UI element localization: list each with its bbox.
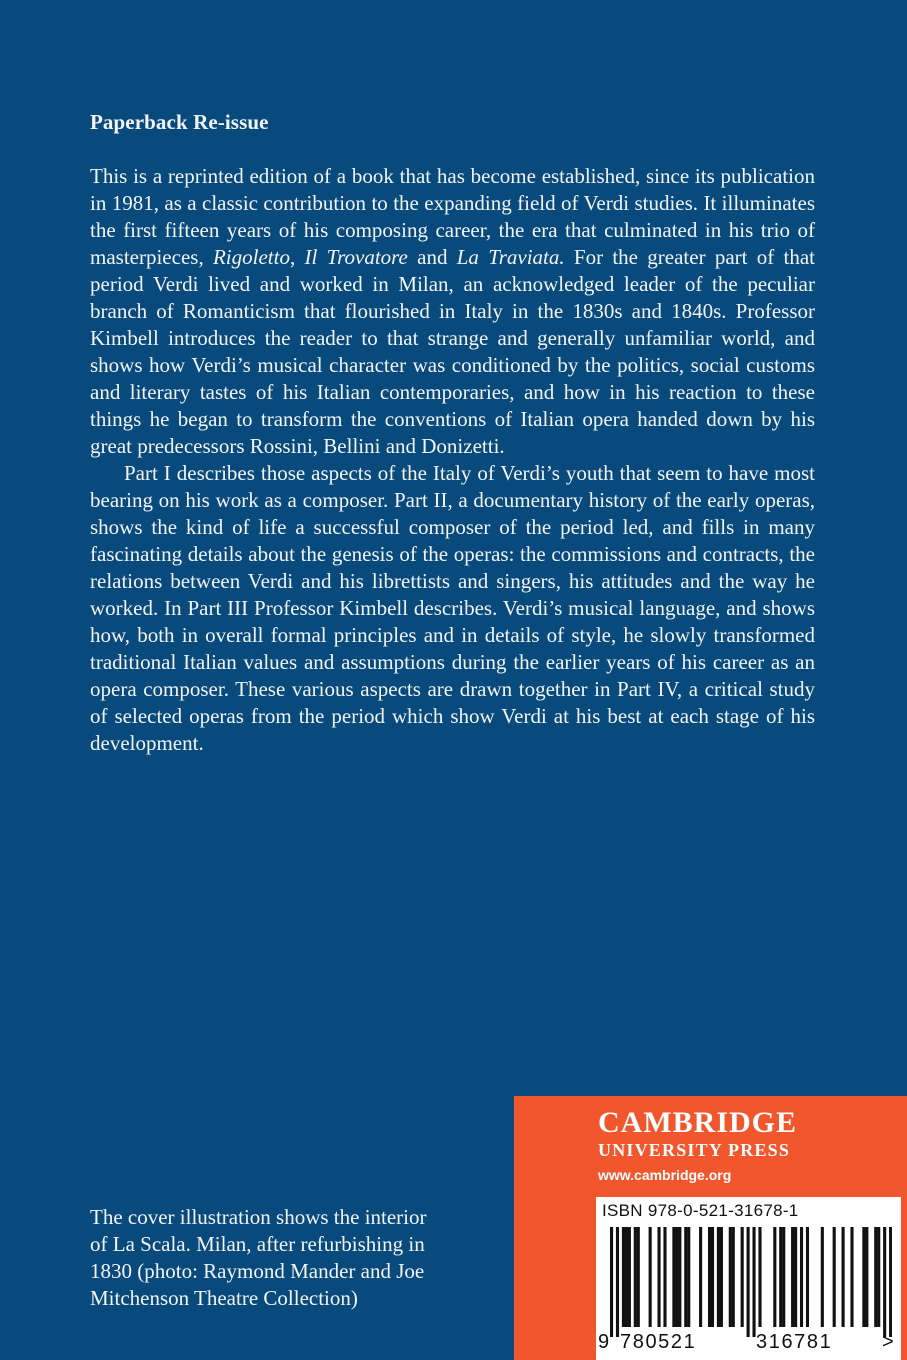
barcode-bar (874, 1227, 877, 1327)
barcode-bar (741, 1227, 744, 1327)
barcode-bar (708, 1227, 711, 1327)
barcode-bar (850, 1227, 853, 1327)
barcode-bar (821, 1227, 824, 1327)
publisher-logo-name: CAMBRIDGE (598, 1106, 798, 1139)
barcode-panel (596, 1197, 901, 1360)
barcode-icon (610, 1227, 892, 1337)
barcode-bar (637, 1227, 640, 1327)
blurb-text-run: , (289, 245, 305, 269)
barcode-bar (794, 1227, 797, 1327)
caption-line: Mitchenson Theatre Collection) (90, 1286, 358, 1310)
barcode-arrow: > (882, 1331, 894, 1353)
barcode-bar (883, 1227, 886, 1337)
barcode-bar (699, 1227, 702, 1327)
barcode-bar (758, 1227, 761, 1327)
blurb-text-run: This is a reprinted edition of a book that has become established, since its publication in 1981, as a classic contribution to the expanding field of Verdi studies. It illuminates the first fifteen years of his composing career, the era that culminated in his trio of masterpieces, (90, 164, 815, 269)
barcode-bar (649, 1227, 652, 1327)
blurb-paragraph-2: Part I describes those aspects of the Italy of Verdi’s youth that seem to have most bearing on his work as a composer. Part II, a documentary history of the early operas, shows the kind of life a successful composer of the period led, and fills in many fascinating details about the genesis of the operas: the commissions and contracts, the relations between Verdi and his librettists and singers, his attitudes and the way he worked. In Part III Professor Kimbell describes. Verdi’s musical language, and shows how, both in overall formal principles and in details of style, he slowly transformed traditional Italian values and assumptions during the earlier years of his career as an opera composer. These various aspects are drawn together in Part IV, a critical study of selected operas from the period which show Verdi at his best at each stage of his development. (90, 461, 815, 755)
caption-line: The cover illustration shows the interior (90, 1205, 427, 1229)
barcode-bar (628, 1227, 631, 1327)
blurb-paragraph-1 (90, 163, 815, 460)
barcode-bar (675, 1227, 678, 1327)
barcode-bar (663, 1227, 666, 1327)
barcode-bar (610, 1227, 613, 1337)
barcode-bar (752, 1227, 755, 1337)
barcode-bar (672, 1227, 675, 1327)
publisher-logo-press: UNIVERSITY PRESS (598, 1140, 791, 1160)
cover-illustration-caption (90, 1204, 490, 1312)
opera-title: Il Trovatore (304, 245, 408, 269)
barcode-bar (800, 1227, 803, 1327)
publisher-url: www.cambridge.org (598, 1167, 732, 1183)
opera-title: La Traviata. (456, 245, 565, 269)
barcode-digits (596, 1331, 901, 1359)
barcode-bar (806, 1227, 809, 1327)
blurb-text-run: For the greater part of that period Verdi lived and worked in Milan, an acknowledged leader of the peculiar branch of Romanticism that flourished in Italy in the 1830s and 1840s. Professor Kimbell introduces the reader to that strange and generally unfamiliar world, and shows how Verdi’s musical character was conditioned by the politics, social customs and literary tastes of his Italian contemporaries, and how in his reaction to these things he began to transform the conventions of Italian opera handed down by his great predecessors Rossini, Bellini and Donizetti. (90, 245, 815, 458)
barcode-bar (732, 1227, 735, 1327)
barcode-bar (842, 1227, 845, 1327)
barcode-bar (773, 1227, 776, 1327)
barcode-bar (865, 1227, 868, 1327)
barcode-bar (717, 1227, 720, 1327)
barcode-bar (729, 1227, 732, 1327)
caption-line: 1830 (photo: Raymond Mander and Joe (90, 1259, 425, 1283)
barcode-bar (616, 1227, 619, 1337)
barcode-bar (711, 1227, 714, 1327)
barcode-bar (877, 1227, 880, 1327)
barcode-bar (833, 1227, 836, 1327)
publisher-box (514, 1096, 907, 1360)
caption-line: of La Scala. Milan, after refurbishing in (90, 1232, 425, 1256)
barcode-bar (678, 1227, 681, 1327)
barcode-digit-first: 9 (598, 1331, 610, 1353)
barcode-bar (634, 1227, 637, 1327)
barcode-bar (684, 1227, 687, 1327)
barcode-bar (622, 1227, 625, 1327)
barcode-bar (687, 1227, 690, 1327)
barcode-bar (747, 1227, 750, 1337)
opera-title: Rigoletto (212, 245, 290, 269)
barcode-digits-left: 780521 (620, 1331, 697, 1353)
barcode-digits-right: 316781 (756, 1331, 833, 1353)
barcode-bar (657, 1227, 660, 1327)
barcode-bar (889, 1227, 892, 1337)
barcode-bar (862, 1227, 865, 1327)
barcode-bar (782, 1227, 785, 1327)
section-heading: Paperback Re-issue (90, 110, 269, 134)
barcode-bar (779, 1227, 782, 1327)
barcode-bar (720, 1227, 723, 1327)
blurb-text (90, 163, 815, 757)
isbn-label: ISBN 978-0-521-31678-1 (602, 1201, 799, 1220)
blurb-text-run: and (407, 245, 457, 269)
barcode-bar (625, 1227, 628, 1327)
barcode-bar (791, 1227, 794, 1327)
